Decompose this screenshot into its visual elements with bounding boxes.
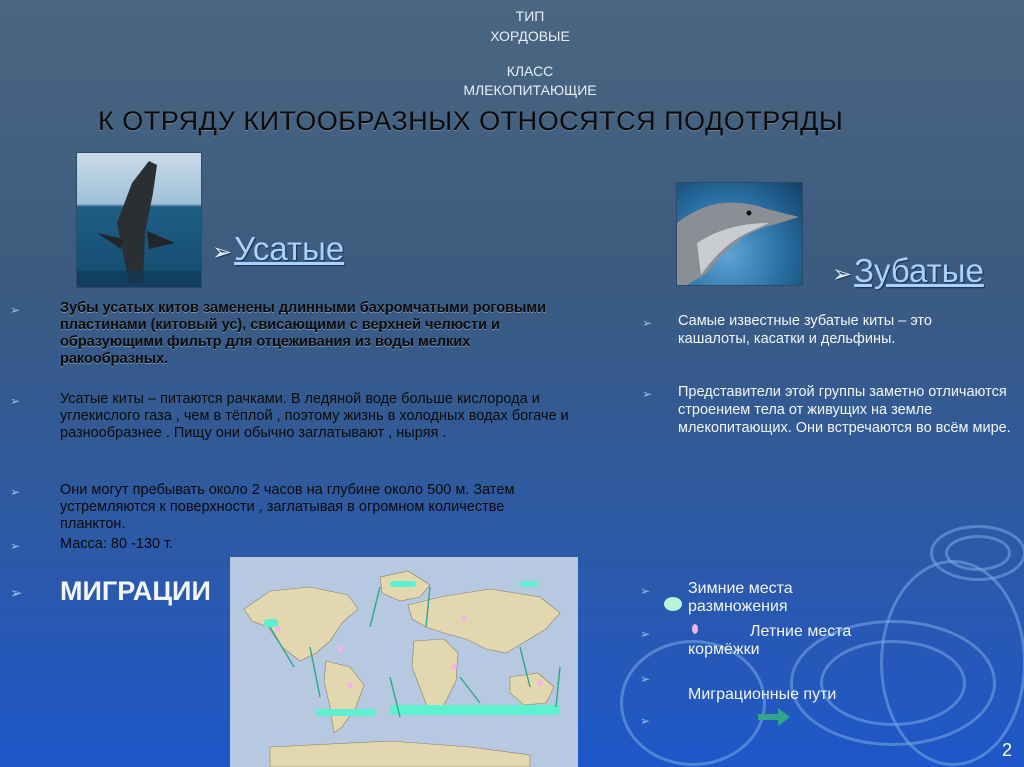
type-label: ТИП xyxy=(515,8,545,24)
bullet-icon: ➢ xyxy=(640,672,651,686)
bullet-icon: ➢ xyxy=(10,485,21,499)
baleen-heading-text: Усатые xyxy=(234,230,345,267)
migration-route-arrow-icon xyxy=(758,708,790,731)
type-value: ХОРДОВЫЕ xyxy=(490,28,570,44)
ripple-decoration xyxy=(880,560,1024,766)
legend-summer-feeding: Летние места кормёжки xyxy=(688,623,852,658)
dolphin-photo xyxy=(676,182,803,286)
toothed-heading xyxy=(832,252,984,290)
winter-breeding-swatch xyxy=(664,597,682,611)
toothed-heading-text: Зубатые xyxy=(854,252,984,289)
page-title: К ОТРЯДУ КИТООБРАЗНЫХ ОТНОСЯТСЯ ПОДОТРЯДЫ xyxy=(98,106,844,136)
baleen-bullet: Они могут пребывать около 2 часов на глубине около 500 м. Затем устремляются к поверхности , заглатывая в огромном количестве планктон. xyxy=(60,482,515,532)
toothed-bullet: Самые известные зубатые киты – это кашалоты, касатки и дельфины. xyxy=(678,313,932,347)
bullet-icon: ➢ xyxy=(642,387,653,401)
legend-winter-breeding: Зимние места размножения xyxy=(688,580,793,615)
bullet-icon: ➢ xyxy=(640,714,651,728)
baleen-bullet: Масса: 80 -130 т. xyxy=(60,536,174,552)
baleen-whale-photo xyxy=(76,152,202,288)
class-value: МЛЕКОПИТАЮЩИЕ xyxy=(463,82,597,98)
baleen-bullet: Усатые киты – питаются рачками. В ледяной воде больше кислорода и углекислого газа , чем в тёплой , поэтому жизнь в холодных водах богаче и разнообразнее . Пищу они обычно заглатывают , ныряя . xyxy=(60,391,569,441)
arrow-bullet-icon: ➢ xyxy=(212,239,233,266)
page-number: 2 xyxy=(1001,740,1012,760)
bullet-icon: ➢ xyxy=(10,303,21,317)
migration-map xyxy=(230,557,578,767)
baleen-heading xyxy=(212,230,344,268)
toothed-bullet: Представители этой группы заметно отличаются строением тела от живущих на земле млекопитающих. Они встречаются во всём мире. xyxy=(678,384,1011,436)
bullet-icon: ➢ xyxy=(640,627,651,641)
bullet-icon: ➢ xyxy=(10,394,21,408)
migrations-heading: МИГРАЦИИ xyxy=(60,576,211,606)
baleen-bullet: Зубы усатых китов заменены длинными бахромчатыми роговыми пластинами (китовый ус), свисающими с верхней челюсти и образующими фильтр для отцеживания из воды мелких ракообразных. xyxy=(60,300,547,367)
bullet-icon: ➢ xyxy=(10,585,23,602)
bullet-icon: ➢ xyxy=(640,584,651,598)
bullet-icon: ➢ xyxy=(642,316,653,330)
arrow-bullet-icon: ➢ xyxy=(832,261,853,288)
legend-migration-routes: Миграционные пути xyxy=(688,686,837,703)
class-label: КЛАСС xyxy=(506,63,554,79)
bullet-icon: ➢ xyxy=(10,539,21,553)
